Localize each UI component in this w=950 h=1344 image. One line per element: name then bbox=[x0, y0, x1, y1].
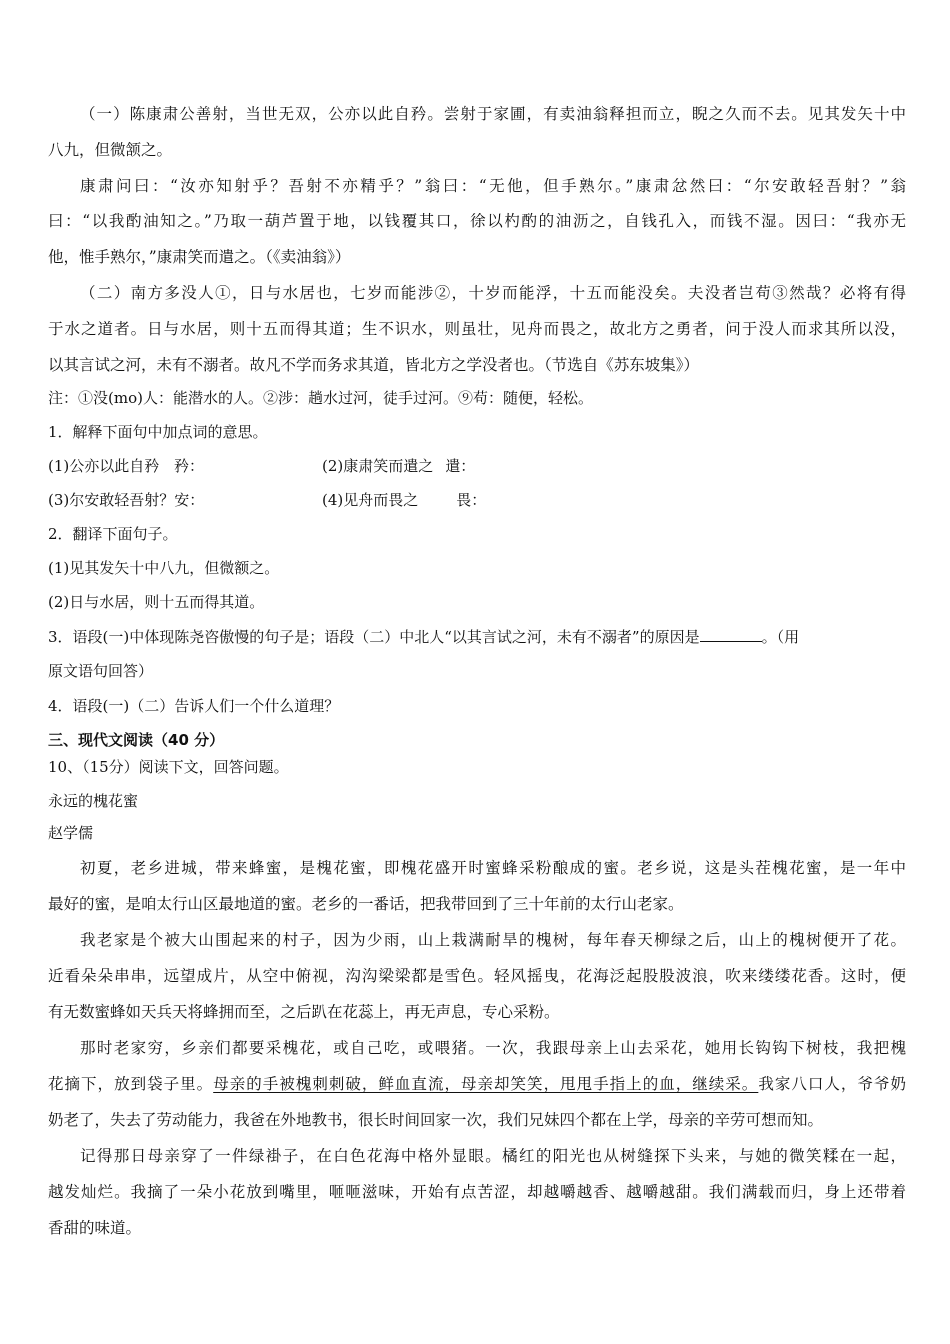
question-1-stem: 1．解释下面句中加点词的意思。 bbox=[48, 423, 268, 441]
question-2a: (1)见其发矢十中八九，但微额之。 bbox=[48, 559, 280, 577]
article-author: 赵学儒 bbox=[48, 824, 94, 842]
underlined-sentence: 母亲的手被槐刺刺破，鲜血直流，母亲却笑笑，甩甩手指上的血，继续采。 bbox=[213, 1075, 759, 1093]
footnote: 注：①没(mo)人：能潜水的人。②涉：趟水过河，徒手过河。⑨苟：随便，轻松。 bbox=[48, 389, 593, 407]
passage1-line: 他，惟手熟尔，”康肃笑而遣之。（《卖油翁》） bbox=[48, 248, 351, 266]
article-line: 记得那日母亲穿了一件绿褂子，在白色花海中格外显眼。橘红的阳光也从树缝探下头来，与她的微笑糅在一起， bbox=[80, 1147, 906, 1165]
article-line: 最好的蜜，是咱太行山区最地道的蜜。老乡的一番话，把我带回到了三十年前的太行山老家。 bbox=[48, 895, 684, 913]
article-line: 那时老家穷，乡亲们都要采槐花，或自己吃，或喂猪。一次，我跟母亲上山去采花，她用长钩钩下树枝，我把槐 bbox=[80, 1039, 906, 1057]
question-2b: (2)日与水居，则十五而得其道。 bbox=[48, 593, 265, 611]
question-1a: (1)公亦以此自矜 bbox=[48, 457, 160, 475]
section-heading: 三、现代文阅读（40 分） bbox=[48, 731, 225, 749]
question-2-stem: 2．翻译下面句子。 bbox=[48, 525, 178, 543]
article-line: 有无数蜜蜂如天兵天将蜂拥而至，之后趴在花蕊上，再无声息，专心采粉。 bbox=[48, 1003, 560, 1021]
article-line: 我老家是个被大山围起来的村子，因为少雨，山上栽满耐旱的槐树，每年春天柳绿之后，山上的槐树便开了花。 bbox=[80, 931, 906, 949]
answer-blank[interactable] bbox=[700, 627, 762, 642]
question-1c: (3)尔安敢轻吾射？安： bbox=[48, 491, 205, 509]
article-line: 初夏，老乡进城，带来蜂蜜，是槐花蜜，即槐花盛开时蜜蜂采粉酿成的蜜。老乡说，这是头茬槐花蜜，是一年中 bbox=[80, 859, 906, 877]
article-line: 近看朵朵串串，远望成片，从空中俯视，沟沟梁梁都是雪色。轻风摇曳，花海泛起股股波浪，吹来缕缕花香。这时，便 bbox=[48, 967, 906, 985]
passage2-line: （二）南方多没人①，日与水居也，七岁而能涉②，十岁而能浮，十五而能没矣。夫没者岂苟③然哉？必将有得 bbox=[80, 284, 906, 302]
passage1-line: 曰：“以我酌油知之。”乃取一葫芦置于地，以钱覆其口，徐以杓酌的油沥之，自钱孔入，而钱不湿。因曰：“我亦无 bbox=[48, 212, 906, 230]
passage2-line: 于水之道者。日与水居，则十五而得其道；生不识水，则虽壮，见舟而畏之，故北方之勇者，问于没人而求其所以没， bbox=[48, 320, 906, 338]
passage1-line: 八九，但微颔之。 bbox=[48, 141, 173, 159]
article-line: 奶老了，失去了劳动能力，我爸在外地教书，很长时间回家一次，我们兄妹四个都在上学，母亲的辛劳可想而知。 bbox=[48, 1111, 824, 1129]
passage2-line: 以其言试之河，未有不溺者。故凡不学而务求其道，皆北方之学没者也。（节选自《苏东坡集》） bbox=[48, 356, 700, 374]
question-4: 4．语段(一)（二）告诉人们一个什么道理？ bbox=[48, 697, 340, 715]
article-line: 花摘下，放到袋子里。母亲的手被槐刺刺破，鲜血直流，母亲却笑笑，甩甩手指上的血，继续采。我家八口人，爷爷奶 bbox=[48, 1075, 906, 1093]
article-line: 香甜的味道。 bbox=[48, 1219, 142, 1237]
article-line: 越发灿烂。我摘了一朵小花放到嘴里，咂咂滋味，开始有点苦涩，却越嚼越香、越嚼越甜。我们满载而归，身上还带着 bbox=[48, 1183, 906, 1201]
passage1-line: 康肃问曰：“汝亦知射乎？吾射不亦精乎？”翁曰：“无他，但手熟尔。”康肃忿然曰：“尔安敢轻吾射？”翁 bbox=[80, 177, 906, 195]
question-1-row bbox=[48, 489, 906, 510]
question-1d: (4)见舟而畏之 畏： bbox=[322, 491, 487, 509]
article-title: 永远的槐花蜜 bbox=[48, 792, 139, 810]
question-1b: (2)康肃笑而遣之 遣： bbox=[322, 457, 476, 475]
question-1a-label: 矜： bbox=[174, 457, 205, 475]
question-10-intro: 10、（15分）阅读下文，回答问题。 bbox=[48, 758, 289, 776]
question-1-row bbox=[48, 455, 906, 476]
question-3-line: 3．语段(一)中体现陈尧咨傲慢的句子是；语段（二）中北人“以其言试之河，未有不溺者”的原因是 。（用 bbox=[48, 628, 800, 646]
passage1-line: （一）陈康肃公善射，当世无双，公亦以此自矜。尝射于家圃，有卖油翁释担而立，睨之久而不去。见其发矢十中 bbox=[80, 105, 906, 123]
question-3-line: 原文语句回答） bbox=[48, 662, 154, 680]
